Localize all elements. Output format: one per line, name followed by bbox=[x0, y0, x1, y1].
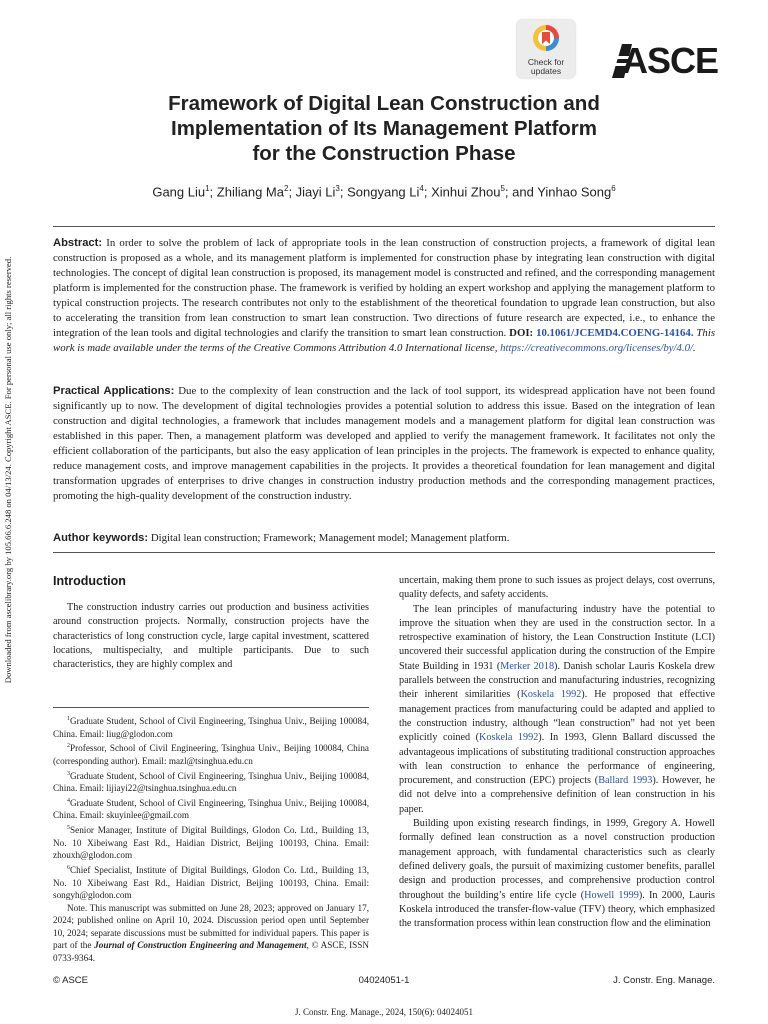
footnote-sup: 6 bbox=[67, 864, 70, 871]
introduction-paragraph: The construction industry carries out production and business activities around construction projects. Normally, construction projects have the characteristics of long construction cycle, large capital investment, scattered locations, multispecialty, and multiple participants. Due to such characteristics, they are highly complex and bbox=[53, 602, 369, 671]
author-name: Zhiliang Ma bbox=[216, 184, 284, 200]
author-affiliation-sup: 1 bbox=[205, 184, 210, 193]
citation-link[interactable]: Merker 2018 bbox=[500, 660, 555, 672]
paper-title bbox=[40, 91, 728, 166]
practical-applications-block bbox=[53, 384, 715, 504]
footnotes bbox=[53, 713, 369, 965]
right-paragraph bbox=[399, 603, 715, 817]
license-link[interactable]: https://creativecommons.org/licenses/by/4.0/ bbox=[500, 342, 694, 354]
paragraph-text: The lean principles of manufacturing industry have the potential to improve the situation when they are used in the construction sector. In a retrospective examination of history, the Lean Construction Institute (LCI) uncovered their successful application during the construction of the Empire State Building in 1931 ( bbox=[399, 603, 715, 672]
author-affiliation-sup: 6 bbox=[611, 184, 616, 193]
author-separator: ; bbox=[339, 184, 348, 200]
author-affiliation-sup: 2 bbox=[283, 184, 289, 193]
footnote-text: Professor, School of Civil Engineering, Tsinghua Univ., Beijing 100084, China (corresponding author). Email: mazl@tsinghua.edu.cn bbox=[53, 743, 369, 766]
author-list bbox=[40, 184, 728, 199]
paragraph-text: Building upon existing research findings, in 1999, Gregory A. Howell formally defined lean construction as a novel construction production management approach, with fundamental characteristics such as clearly defined delivery goals, the pursuit of maximizing customer benefits, parallel design and production processes, and comprehensive production control throughout the building’s entire life cycle ( bbox=[399, 818, 715, 901]
footnote-text: Graduate Student, School of Civil Engineering, Tsinghua Univ., Beijing 100084, China. Email: lijiayi22@tsinghua.tsinghua.edu.cn bbox=[53, 770, 369, 794]
citation-link[interactable]: Howell 1999 bbox=[584, 889, 639, 901]
footnote-item bbox=[53, 740, 369, 767]
crossmark-icon bbox=[531, 23, 561, 53]
paragraph-text: ). In 1993, Glenn Ballard discussed the advantageous implications of substituting traditional construction approaches with lean construction to enhance the performance of engineering, procurement, and construction (EPC) projects ( bbox=[399, 732, 716, 787]
badge-label-line1: Check for bbox=[527, 57, 565, 67]
footer-journal: J. Constr. Eng. Manage. bbox=[613, 975, 715, 986]
download-notice-sidebar bbox=[2, 190, 14, 750]
footnote-item bbox=[53, 795, 369, 822]
footnote-text: Graduate Student, School of Civil Engineering, Tsinghua Univ., Beijing 100084, China. Email: skuyinlee@gmail.com bbox=[53, 797, 369, 821]
paragraph-text: ). However, he did not delve into a comprehensive definition of lean construction in his paper. bbox=[399, 775, 715, 815]
practical-applications-text: Due to the complexity of lean construction and the lack of tool support, its widespread application have not been found significantly up to now. The development of digital technologies provides a potential solution to address this issue. Based on the integration of lean construction and digital technologies, a framework that includes management models and a management platform for digital lean construction was established in this paper. Then, a management platform was developed and applied to verify the management framework. It facilitates not only the efficient collaboration of the participants, but also the easy application of lean principles in the projects. The framework is expected to enhance quality, reduce management costs, and improve management capabilities in the projects. It provides a theoretical foundation for lean management and digital transformation upgrades of enterprises to drive changes in construction industry production methods and the corresponding management practices, promoting the high-quality development of the construction industry. bbox=[53, 385, 715, 502]
footnote-sup: 3 bbox=[67, 770, 70, 777]
right-column bbox=[399, 574, 715, 931]
keywords-label: Author keywords: bbox=[53, 532, 149, 544]
paragraph-text: ). Danish scholar Lauris Koskela drew parallels between the construction and manufacturing industries, recognizing their inherent similarities ( bbox=[399, 660, 715, 701]
license-statement: This work is made available under the terms of the Creative Commons Attribution 4.0 International license, bbox=[53, 327, 716, 354]
footer-citation: J. Constr. Eng. Manage., 2024, 150(6): 04024051 bbox=[295, 1007, 473, 1017]
author-name: Jiayi Li bbox=[295, 184, 336, 200]
paragraph-text: ). In 2000, Lauris Koskela introduced the transfer-flow-value (TFV) theory, which emphasized the transformation process within lean construction flow and the elimination bbox=[399, 889, 715, 930]
footer-page-id: 04024051-1 bbox=[358, 975, 410, 986]
asce-logo bbox=[610, 40, 720, 82]
footnote-text: Chief Specialist, Institute of Digital Buildings, Glodon Co. Ltd., Building 13, No. 10 Xibeiwang East Rd., Haidian District, Beijing 100193, China. Email: songyh@glodon.com bbox=[53, 864, 369, 901]
badge-label-line2: updates bbox=[530, 66, 562, 76]
author-name: Gang Liu bbox=[152, 184, 206, 200]
author-name: Songyang Li bbox=[347, 184, 420, 200]
keywords-block bbox=[53, 531, 715, 546]
right-paragraph: uncertain, making them prone to such issues as project delays, cost overruns, quality defects, and safety accidents. bbox=[399, 575, 715, 601]
title-line: Implementation of Its Management Platform bbox=[171, 117, 597, 140]
footnote-text: Graduate Student, School of Civil Engineering, Tsinghua Univ., Beijing 100084, China. Email: liug@glodon.com bbox=[53, 716, 369, 739]
keywords-text: Digital lean construction; Framework; Management model; Management platform. bbox=[150, 532, 510, 544]
download-notice-text: Downloaded from ascelibrary.org by 105.66.6.248 on 04/13/24. Copyright ASCE. For personal use only; all rights reserved. bbox=[3, 256, 13, 684]
doi-link[interactable]: 10.1061/JCEMD4.COENG-14164. bbox=[536, 327, 694, 339]
footnote-sup: 5 bbox=[67, 825, 70, 831]
footnote-rule bbox=[53, 707, 369, 708]
manuscript-note bbox=[53, 902, 369, 965]
note-end: , © ASCE, ISSN 0733-9364. bbox=[53, 940, 370, 964]
abstract-block bbox=[53, 236, 715, 356]
note-text: Note. This manuscript was submitted on June 28, 2023; approved on January 17, 2024; published online on April 10, 2024. Discussion period open until September 10, 2024; separate discussions must be submitted for individual papers. This paper is part of the bbox=[53, 902, 369, 951]
footnote-text: Senior Manager, Institute of Digital Buildings, Glodon Co. Ltd., Building 13, No. 10 Xibeiwang East Rd., Haidian District, Beijing 100193, China. Email: zhouxh@glodon.com bbox=[53, 825, 369, 861]
abstract-text: In order to solve the problem of lack of appropriate tools in the lean construction of construction projects, a framework of digital lean construction is proposed as a whole, and its management platform is implemented for construction phase by integrating lean construction with digital technologies. The concept of digital lean construction is proposed, its management model is constructed and refined, and the corresponding management platform is implemented for the construction phase. The framework is verified by holding an expert workshop and applying the management platform to typical construction projects. The research contributes not only to the establishment of the theoretical foundation to upgrade lean construction, but also to accelerating the transition from lean construction to smart lean construction. Two directions of future research are expected, i.e., to enhance the integration of the lean tools and digital technologies and clarify the transition to smart lean construction. bbox=[53, 237, 715, 339]
journal-name: Journal of Construction Engineering and Management bbox=[94, 940, 307, 951]
abstract-label: Abstract: bbox=[53, 237, 103, 249]
footnote-sup: 2 bbox=[67, 743, 70, 750]
title-line: Framework of Digital Lean Construction and bbox=[168, 92, 600, 115]
footnote-item bbox=[53, 713, 369, 740]
author-separator: ; bbox=[209, 184, 217, 200]
citation-link[interactable]: Ballard 1993 bbox=[598, 775, 653, 787]
right-paragraph bbox=[399, 817, 715, 931]
practical-applications-label: Practical Applications: bbox=[53, 385, 175, 397]
keywords-bottom-rule bbox=[53, 552, 715, 553]
footnote-sup: 4 bbox=[67, 797, 70, 804]
license-end: . bbox=[693, 342, 696, 354]
footnote-item bbox=[53, 822, 369, 862]
author-separator: ; and bbox=[504, 184, 538, 200]
check-for-updates-badge[interactable] bbox=[517, 20, 575, 78]
paragraph-text: ). He proposed that effective management practices from manufacturing could be adapted and applied to the construction industry, although “lean construction” had not yet been explicitly coined ( bbox=[399, 689, 715, 744]
citation-link[interactable]: Koskela 1992 bbox=[520, 689, 582, 701]
footer-copyright: © ASCE bbox=[53, 975, 88, 986]
author-separator: ; bbox=[423, 184, 432, 200]
author-name: Yinhao Song bbox=[537, 184, 612, 200]
author-name: Xinhui Zhou bbox=[431, 184, 501, 200]
footnote-sup: 1 bbox=[67, 716, 70, 722]
citation-link[interactable]: Koskela 1992 bbox=[479, 732, 539, 744]
author-affiliation-sup: 4 bbox=[419, 184, 424, 193]
doi-label: DOI: bbox=[509, 327, 534, 339]
title-line: for the Construction Phase bbox=[252, 142, 516, 165]
abstract-top-rule bbox=[53, 226, 715, 227]
author-affiliation-sup: 3 bbox=[335, 184, 340, 193]
author-separator: ; bbox=[288, 184, 296, 200]
footnote-item bbox=[53, 768, 369, 795]
introduction-heading: Introduction bbox=[53, 574, 126, 588]
footnote-item bbox=[53, 862, 369, 902]
author-affiliation-sup: 5 bbox=[500, 184, 505, 193]
asce-logo-text: ASCE bbox=[622, 40, 719, 81]
